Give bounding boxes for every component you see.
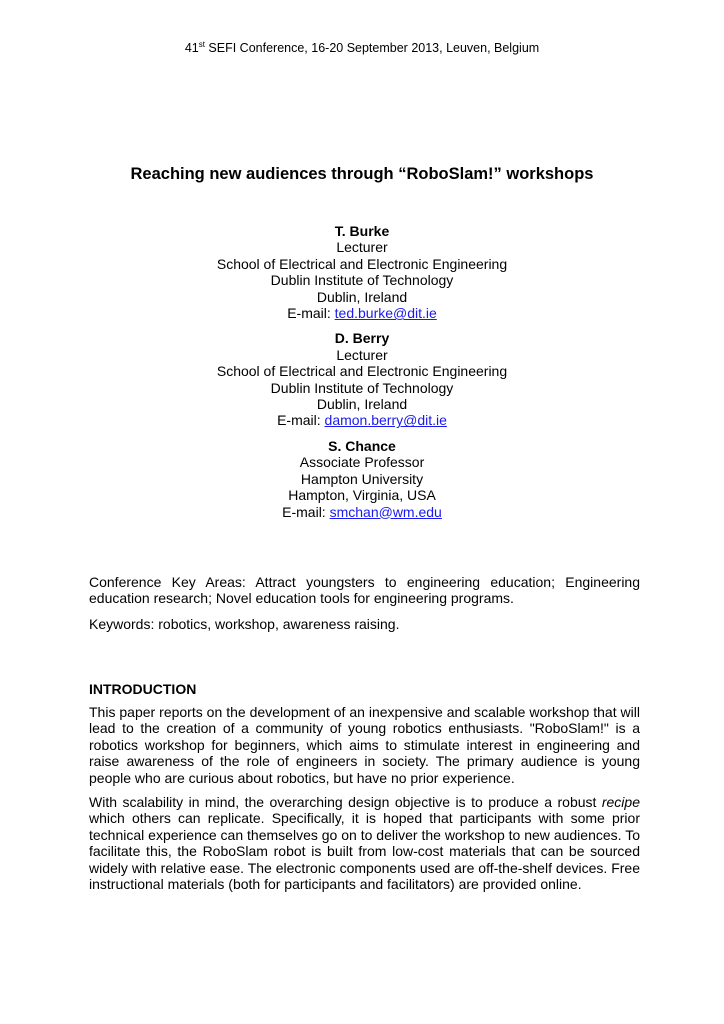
author-institution: Hampton University [300, 470, 424, 487]
email-label: E-mail: [287, 305, 335, 322]
author-block [0, 438, 724, 520]
author-email-line [0, 412, 724, 428]
author-institution: Dublin Institute of Technology [270, 272, 454, 289]
conference-details: SEFI Conference, 16-20 September 2013, Leuven, Belgium [204, 41, 540, 55]
author-name: T. Burke [334, 223, 390, 239]
author-name: S. Chance [328, 437, 396, 454]
emphasized-word: recipe [601, 794, 640, 810]
author-location: Dublin, Ireland [316, 288, 408, 305]
email-link[interactable]: damon.berry@dit.ie [324, 412, 447, 429]
author-school: School of Electrical and Electronic Engineering [216, 363, 508, 380]
author-location: Dublin, Ireland [316, 396, 408, 413]
author-name: D. Berry [334, 330, 390, 347]
author-location: Hampton, Virginia, USA [288, 487, 436, 504]
author-block [0, 330, 724, 428]
conference-number: 41 [184, 41, 199, 55]
paragraph-text: which others can replicate. Specifically, it is hoped that participants with some prior technical experience can themselves go on to deliver the workshop to new audiences. To facilitate this, the RoboSlam robot is built from low-cost materials that can be sourced widely with relative ease. The electronic components used are off-the-shelf devices. Free instructional materials (both for participants and facilitators) are provided online. [89, 810, 640, 893]
section-heading-introduction: INTRODUCTION [89, 681, 197, 697]
author-role: Lecturer [336, 239, 388, 256]
paper-title: Reaching new audiences through “RoboSlam!” workshops [130, 165, 594, 183]
author-role: Lecturer [336, 346, 388, 363]
email-label: E-mail: [282, 503, 330, 520]
running-header [0, 41, 724, 55]
keywords: Keywords: robotics, workshop, awareness raising. [89, 616, 400, 632]
conference-key-areas: Conference Key Areas: Attract youngsters to engineering education; Engineering education research; Novel education tools for engineering programs. [89, 574, 640, 607]
author-institution: Dublin Institute of Technology [270, 379, 454, 396]
author-email-line [0, 504, 724, 520]
paragraph-text: With scalability in mind, the overarching design objective is to produce a robust [89, 794, 602, 810]
ordinal-suffix: st [198, 39, 205, 49]
intro-paragraph-2 [89, 794, 640, 892]
author-block [0, 223, 724, 321]
author-school: School of Electrical and Electronic Engineering [216, 255, 508, 272]
email-link[interactable]: ted.burke@dit.ie [334, 305, 437, 322]
author-role: Associate Professor [299, 454, 425, 471]
author-list [0, 223, 724, 529]
email-label: E-mail: [277, 412, 325, 429]
author-email-line [0, 305, 724, 321]
email-link[interactable]: smchan@wm.edu [329, 503, 442, 520]
intro-paragraph-1: This paper reports on the development of an inexpensive and scalable workshop that will lead to the creation of a community of young robotics enthusiasts. "RoboSlam!" is a robotics workshop for beginners, which aims to stimulate interest in engineering and raise awareness of the role of engineers in society. The primary audience is young people who are curious about robotics, but have no prior experience. [89, 704, 640, 786]
